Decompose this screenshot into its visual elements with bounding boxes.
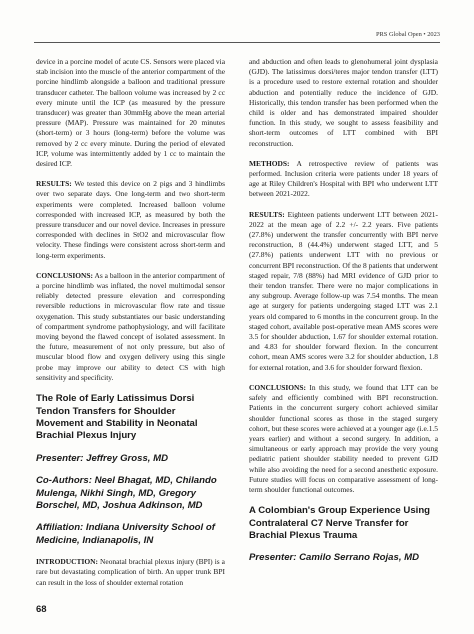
conclusions-text: As a balloon in the anterior compartment of a porcine hindlimb was inflated, the novel multimodal sensor reliably detected pressure elevation and corresponding reversible reductions in microvascular flow rate and tissue oxygenation. This study substantiates our basic understanding of compartment syndrome pathophysiology, and will facilitate moving beyond the flawed concept of isolated assessment. In the future, measurement of not only pressure, but also of muscular blood flow and oxygen delivery using this single probe may improve our ability to detect CS with high sensitivity and specificity. xyxy=(36,270,225,382)
results-text: Eighteen patients underwent LTT between 2021-2022 at the mean age of 2.2 +/- 2.2 years. Five patients (27.8%) underwent the transfer concurrently with BPI nerve reconstruction, 8 (44.4%) underwent staged LTT, and 5 (27.8%) patients underwent LTT with no previous or concurrent BPI reconstruction. Of the 8 patients that underwent staged repair, 7/8 (88%) had MRI evidence of GJD prior to their tendon transfer. There were no major complications in any subgroup. Average follow-up was 7.54 months. The mean age at surgery for patients undergoing staged LTT was 2.1 years old compared to 6 months in the concurrent group. In the staged cohort, available post-operative mean AMS scores were 3.5 for shoulder abduction, 1.67 for shoulder external rotation. and 4.83 for shoulder forward flexion. In the concurrent cohort, mean AMS scores were 3.2 for shoulder abduction, 1.8 for external rotation, and 3.6 for shoulder forward flexion. xyxy=(249,209,438,372)
conclusions-label: CONCLUSIONS: xyxy=(36,270,94,280)
left-column xyxy=(36,57,225,598)
introduction-paragraph xyxy=(36,557,225,588)
conclusions-label: CONCLUSIONS: xyxy=(249,382,307,392)
conclusions-text: In this study, we found that LTT can be safely and efficiently combined with BPI reconstruction. Patients in the concurrent surgery cohort achieved similar shoulder functional scores as those in the staged surgery cohort, but these scores were achieved at a younger age (i.e.1.5 years earlier) and without a second surgery. In addition, a simultaneous or early approach may provide the very young pediatric patient shoulder stability needed to prevent GJD while also avoiding the need for a second anesthetic exposure. Future studies will focus on comparative assessment of long-term shoulder functional outcomes. xyxy=(249,382,438,494)
methods-label: METHODS: xyxy=(249,158,290,168)
results-text: We tested this device on 2 pigs and 3 hindlimbs over two separate days. One long-term and two short-term experiments were completed. Increased balloon volume corresponded with increased ICP, as measured by both the pressure transducer and our novel device. Increases in pressure corresponded with declines in StO2 and microvascular flow velocity. These findings were consistent across short-term and long-term experiments. xyxy=(36,179,225,260)
results-label: RESULTS: xyxy=(249,209,285,219)
page-number: 68 xyxy=(36,604,47,615)
affiliation: Affiliation: Indiana University School of Medicine, Indianapolis, IN xyxy=(36,522,215,546)
continued-text: device in a porcine model of acute CS. Sensors were placed via stab incision into the muscle of the anterior compartment of the porcine hindlimb alongside a balloon and traditional pressure transducer catheter. The balloon volume was increased by 2 cc every minute until the ICP (as measured by the pressure transducer) was greater than 30mmHg above the mean arterial pressure (MAP). Pressure was maintained for 20 minutes (short-term) or 3 hours (long-term) before the volume was removed by 2 cc every minute. During the period of elevated ICP, volume was intermittently added by 1 cc to maintain the desired ICP. xyxy=(36,57,225,169)
running-header: PRS Global Open • 2023 xyxy=(375,31,440,38)
methods-paragraph xyxy=(249,159,438,200)
right-column xyxy=(249,57,438,575)
continued-text: and abduction and often leads to glenohumeral joint dysplasia (GJD). The latissimus dorsi/teres major tendon transfer (LTT) is a procedure used to restore external rotation and shoulder abduction and potentially reduce the incidence of GJD. Historically, this tendon transfer has been performed when the child is older and has demonstrated impaired shoulder function. In this study, we sought to assess feasibility and short-term outcomes of LTT combined with BPI reconstruction. xyxy=(249,57,438,148)
methods-text: A retrospective review of patients was performed. Inclusion criteria were patients under 18 years of age at Riley Children's Hospital with BPI who underwent LTT between 2021-2022. xyxy=(249,158,438,199)
article-title: A Colombian's Group Experience Using Contralateral C7 Nerve Transfer for Brachial Plexus Trauma xyxy=(249,505,431,541)
results-paragraph xyxy=(249,210,438,373)
article-title: The Role of Early Latissimus Dorsi Tendon Transfers for Shoulder Movement and Stability in Neonatal Brachial Plexus Injury xyxy=(36,393,198,442)
results-paragraph xyxy=(36,179,225,261)
presenter: Presenter: Jeffrey Gross, MD xyxy=(36,452,169,464)
results-label: RESULTS: xyxy=(36,179,72,189)
presenter: Presenter: Camilo Serrano Rojas, MD xyxy=(249,552,420,564)
conclusions-paragraph xyxy=(36,271,225,383)
header-divider xyxy=(34,42,440,43)
conclusions-paragraph xyxy=(249,383,438,495)
introduction-text: Neonatal brachial plexus injury (BPI) is a rare but devastating complication of birth. An upper trunk BPI can result in the loss of shoulder external rotation xyxy=(36,557,225,587)
coauthors: Co-Authors: Neel Bhagat, MD, Chilando Mulenga, Nikhi Singh, MD, Gregory Borschel, MD, Joshua Adkinson, MD xyxy=(36,475,217,511)
introduction-label: INTRODUCTION: xyxy=(36,557,98,567)
